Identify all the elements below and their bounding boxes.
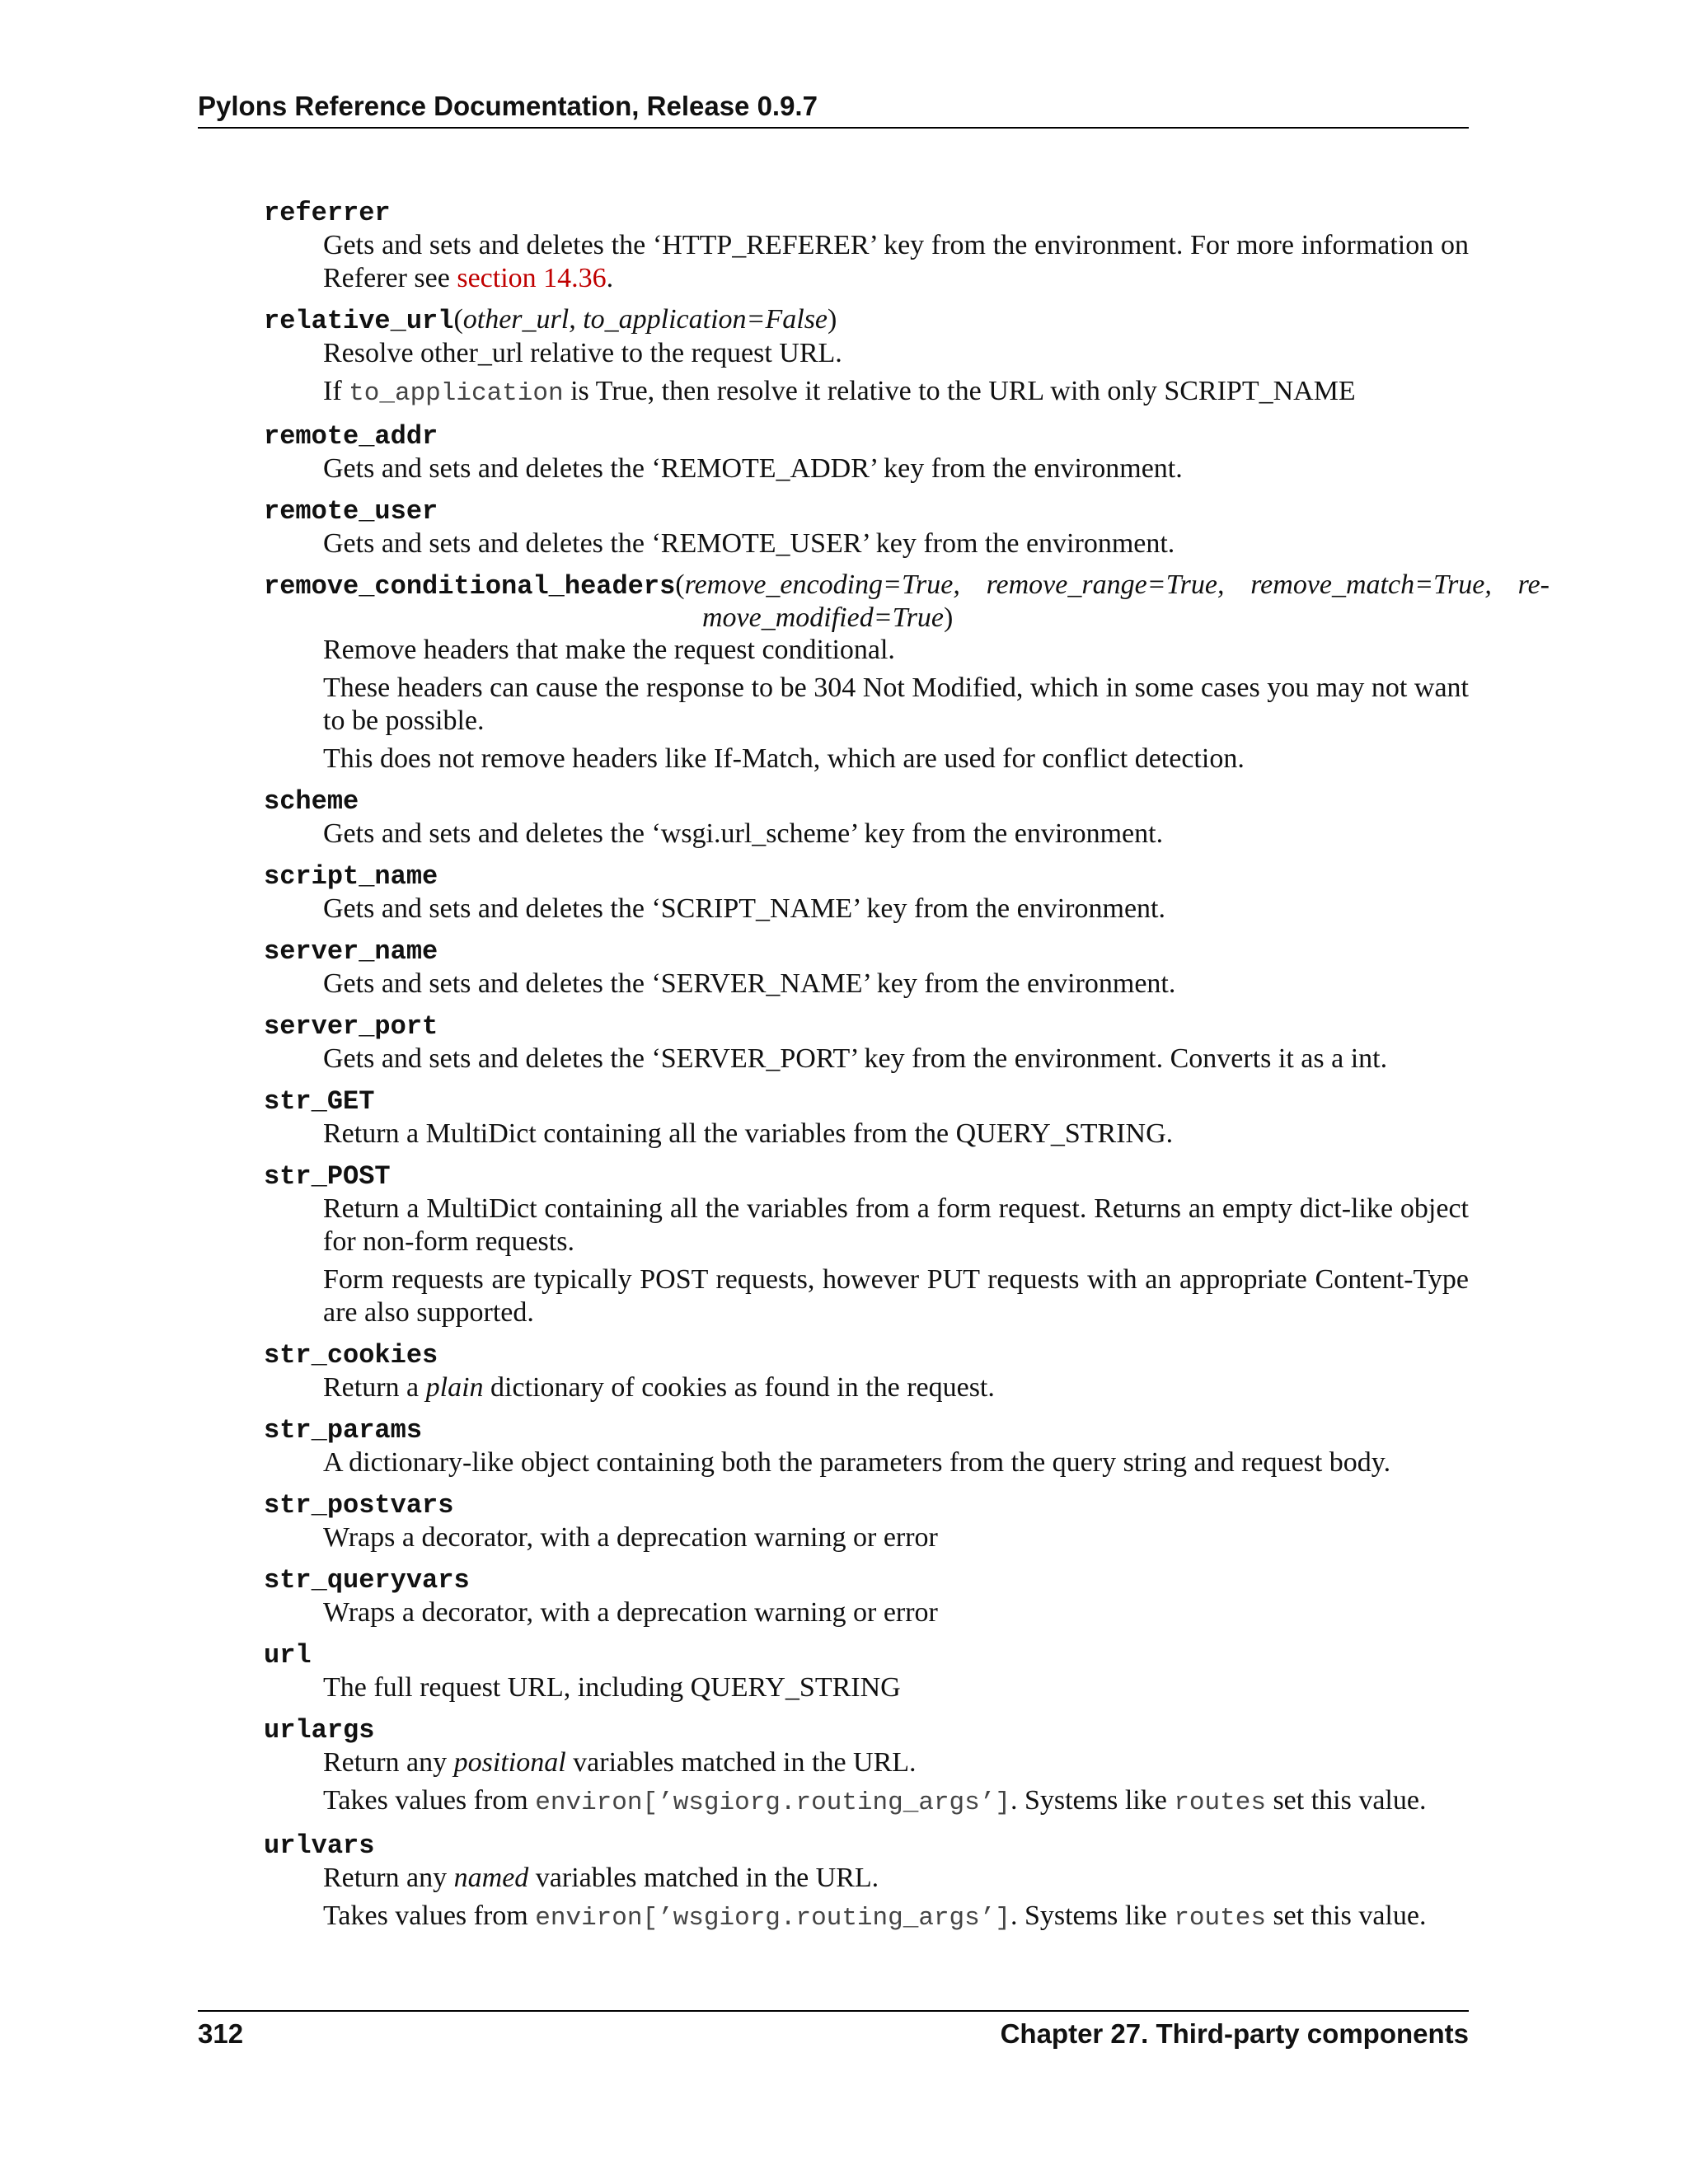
chapter-title: Chapter 27. Third-party components (1000, 2018, 1469, 2049)
entry-str-post (264, 1160, 1469, 1329)
method-description-3: This does not remove headers like If-Match, which are used for conflict detection. (323, 743, 1245, 774)
entry-remote-user (264, 494, 1469, 560)
page-header (198, 91, 1469, 129)
entry-server-port (264, 1010, 1469, 1076)
method-params: other_url, to_application=False (462, 304, 828, 335)
attr-description-2: Form requests are typically POST requests, however PUT requests with an appropriate Content-Type are also supported. (323, 1264, 1469, 1328)
entry-urlvars (264, 1829, 1469, 1935)
entry-str-params (264, 1413, 1469, 1479)
page-footer (198, 2010, 1469, 2050)
attr-description: Gets and sets and deletes the ‘SERVER_NAME’ key from the environment. (323, 968, 1176, 999)
attr-name: referrer (264, 198, 391, 228)
attr-name: str_POST (264, 1161, 391, 1192)
attr-name: str_queryvars (264, 1565, 470, 1596)
entry-str-cookies (264, 1338, 1469, 1404)
attr-description: Gets and sets and deletes the ‘HTTP_REFERER’ key from the environment. For more information on Referer see section 14.36. (323, 230, 1469, 293)
inline-code: routes (1174, 1904, 1266, 1933)
attr-name: remote_user (264, 496, 438, 527)
method-signature: remove_conditional_headers(remove_encoding=True, remove_range=True, remove_match=True, re- (264, 569, 1550, 602)
entry-relative-url: relative_url(other_url, to_application=False) Resolve other_url relative to the request URL. If to_application is True, then resolve it relative to the URL with only SCRIPT_NAME (264, 304, 1469, 410)
attr-name: urlvars (264, 1830, 375, 1861)
attr-description: Return a MultiDict containing all the variables from a form request. Returns an empty dict-like object for non-form requests. (323, 1193, 1469, 1257)
attr-description: Return any positional variables matched in the URL. (323, 1747, 917, 1778)
attr-name: remote_addr (264, 421, 438, 452)
method-description: Remove headers that make the request conditional. (323, 635, 895, 665)
method-description-2: If to_application is True, then resolve it relative to the URL with only SCRIPT_NAME (323, 376, 1356, 408)
attr-description: The full request URL, including QUERY_STRING (323, 1672, 901, 1703)
attr-name: url (264, 1640, 312, 1671)
entry-scheme (264, 785, 1469, 851)
method-name: relative_url (264, 306, 454, 336)
entry-referrer (264, 196, 1469, 295)
inline-code: routes (1174, 1788, 1266, 1817)
entry-server-name (264, 935, 1469, 1001)
api-entries (264, 196, 1550, 1944)
inline-code: environ[’wsgiorg.routing_args’] (535, 1788, 1010, 1817)
method-name: remove_conditional_headers (264, 571, 676, 602)
attr-name: str_GET (264, 1086, 375, 1117)
method-description-2: These headers can cause the response to be 304 Not Modified, which in some cases you may not want to be possible. (323, 673, 1469, 736)
attr-description: Gets and sets and deletes the ‘REMOTE_ADDR’ key from the environment. (323, 453, 1183, 484)
inline-code: environ[’wsgiorg.routing_args’] (535, 1904, 1010, 1933)
attr-description-2: Takes values from environ[’wsgiorg.routing_args’]. Systems like routes set this value. (323, 1900, 1427, 1933)
attr-name: script_name (264, 861, 438, 892)
attr-description: A dictionary-like object containing both the parameters from the query string and request body. (323, 1447, 1391, 1478)
entry-url (264, 1638, 1469, 1704)
attr-description: Return a plain dictionary of cookies as found in the request. (323, 1372, 995, 1403)
attr-name: str_params (264, 1415, 423, 1446)
section-link[interactable]: section 14.36 (457, 263, 607, 293)
attr-description: Wraps a decorator, with a deprecation warning or error (323, 1597, 938, 1628)
attr-description-2: Takes values from environ[’wsgiorg.routing_args’]. Systems like routes set this value. (323, 1785, 1427, 1817)
entry-script-name (264, 860, 1469, 926)
method-params-cont: move_modified=True (702, 602, 945, 633)
document-title: Pylons Reference Documentation, Release 0.9.7 (198, 91, 818, 121)
entry-remote-addr (264, 419, 1469, 485)
entry-urlargs (264, 1713, 1469, 1820)
attr-name: urlargs (264, 1715, 375, 1746)
attr-description: Wraps a decorator, with a deprecation warning or error (323, 1522, 938, 1553)
attr-name: str_cookies (264, 1340, 438, 1371)
attr-description: Gets and sets and deletes the ‘SCRIPT_NAME’ key from the environment. (323, 893, 1165, 924)
entry-str-get (264, 1085, 1469, 1151)
attr-description: Gets and sets and deletes the ‘REMOTE_USER’ key from the environment. (323, 528, 1175, 559)
entry-str-queryvars (264, 1563, 1469, 1629)
method-description: Resolve other_url relative to the request URL. (323, 338, 842, 368)
attr-description: Return a MultiDict containing all the variables from the QUERY_STRING. (323, 1118, 1174, 1149)
inline-code: to_application (349, 379, 564, 408)
attr-name: server_name (264, 936, 438, 967)
attr-name: scheme (264, 786, 359, 817)
attr-description: Return any named variables matched in the URL. (323, 1863, 879, 1893)
attr-description: Gets and sets and deletes the ‘SERVER_PORT’ key from the environment. Converts it as a int. (323, 1043, 1388, 1074)
attr-name: str_postvars (264, 1490, 454, 1521)
attr-name: server_port (264, 1011, 438, 1042)
entry-str-postvars (264, 1488, 1469, 1554)
attr-description: Gets and sets and deletes the ‘wsgi.url_scheme’ key from the environment. (323, 818, 1164, 849)
entry-remove-conditional-headers: remove_conditional_headers(remove_encoding=True, remove_range=True, remove_match=True, re- move_modified=True) Remove headers that make the request conditional. These headers can cause the response to be 304 Not Modified, which in some cases you may not want to be possible. This does not remove headers like If-Match, which are used for conflict detection. (264, 569, 1550, 774)
page-number: 312 (198, 2018, 244, 2049)
